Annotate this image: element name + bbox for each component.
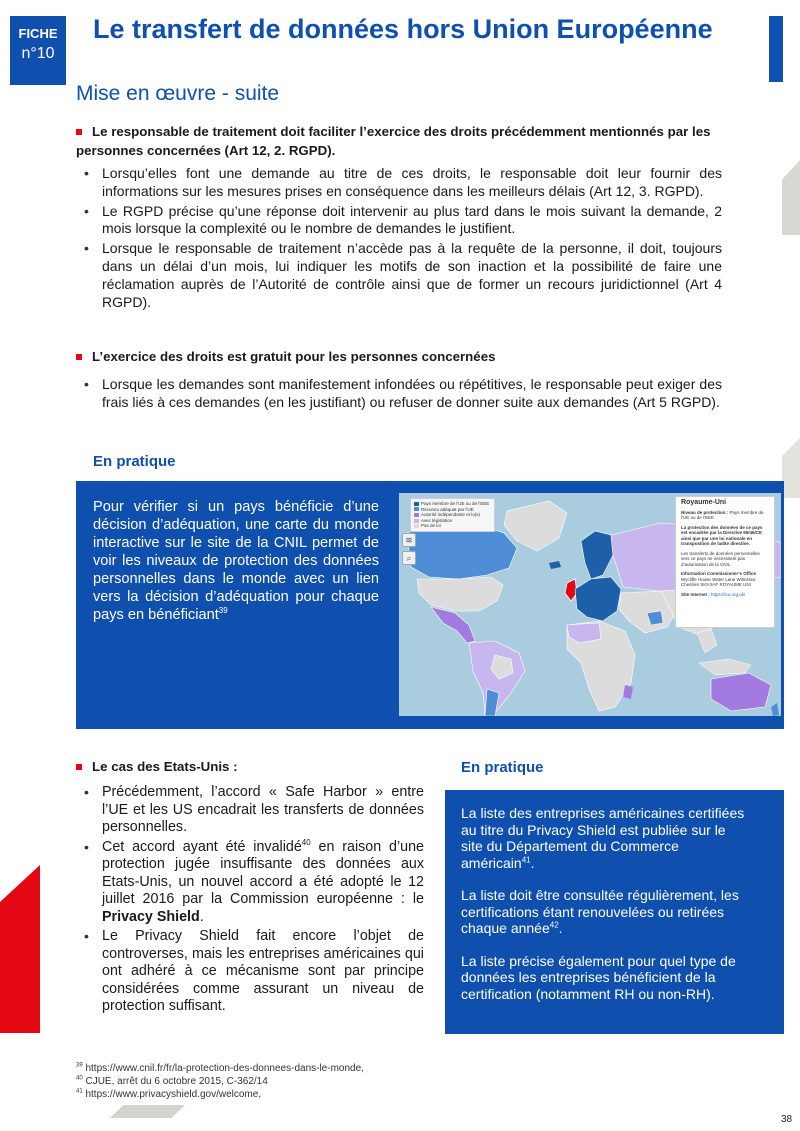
section-heading-rights: Le responsable de traitement doit faciliter l’exercice des droits précédemment mentionnés par les personnes concernées (Art 12, 2. RGPD).	[76, 124, 711, 158]
transfer-note: Les transferts de données personnelles vers ce pays ne nécessitent pas d’autorisation de la CNIL.	[681, 550, 760, 567]
title-accent-bar	[769, 16, 783, 82]
legend-entry: Pas de loi	[414, 523, 491, 529]
section-heading-free: L’exercice des droits est gratuit pour les personnes concernées	[76, 347, 722, 366]
bullet-dot-icon: •	[84, 202, 89, 219]
fiche-label: FICHE	[18, 26, 58, 41]
legend-swatch	[414, 519, 419, 523]
footnote: $^{41}$ https://www.privacyshield.gov/welcome,	[76, 1088, 262, 1100]
legend-swatch	[414, 524, 419, 528]
bullet-dot-icon: •	[84, 165, 89, 181]
legend-entry: Pays membre de l’UE ou de l’EEE	[414, 501, 491, 507]
en-pratique-heading: En pratique	[93, 453, 176, 470]
rights-list	[84, 165, 722, 313]
list-item: • Le RGPD précise qu’une réponse doit intervenir au plus tard dans le mois suivant la demande, 2 mois lorsque la complexité ou le nombre de demandes le justifient.	[84, 202, 722, 237]
footnote: $^{40}$ CJUE, arrêt du 6 octobre 2015, C-362/14	[76, 1075, 268, 1087]
footnote: $^{39}$ https://www.cnil.fr/fr/la-protection-des-donnees-dans-le-monde,	[76, 1062, 364, 1074]
footnote-ref: 42	[549, 920, 559, 930]
legend-swatch	[414, 513, 419, 517]
page-title: Le transfert de données hors Union Européenne	[93, 14, 713, 44]
legend-entry: Reconnu adéquat par l’UE	[414, 507, 491, 513]
decorative-corner-shape	[782, 438, 800, 498]
en-pratique-heading: En pratique	[461, 759, 544, 776]
privacy-shield-term: Privacy Shield	[102, 908, 200, 925]
paragraph: La liste doit être consultée régulièrement, les certifications étant renouvelées ou retirées chaque année$^{42}$.	[461, 887, 739, 936]
footnote-ref: 39	[218, 606, 228, 616]
authority-block: Information Commissioner’s Office Wycliffe House Water Lane Wilmslow Cheshire SK9 5AF ROYAUME UNI	[681, 571, 757, 587]
layers-icon[interactable]: ≋	[402, 533, 416, 547]
list-item: • Le Privacy Shield fait encore l’objet de controverses, mais les entreprises américaines qui ont adhéré à ce mécanisme sont par principe considérées comme assurant un niveau de protection suffisant.	[84, 928, 424, 1014]
bullet-dot-icon: •	[84, 376, 89, 392]
decorative-red-shape	[0, 865, 40, 1033]
decorative-bottom-shape	[110, 1105, 185, 1118]
section-heading-us: Le cas des Etats-Unis :	[76, 757, 238, 776]
fiche-badge	[10, 16, 66, 85]
footnote-ref: 40	[301, 837, 311, 847]
country-info-panel	[675, 496, 775, 628]
authority-site-link[interactable]: https://ico.org.uk/	[711, 591, 746, 597]
bullet-dot-icon: •	[84, 240, 89, 257]
decorative-corner-shape	[782, 160, 800, 235]
bullet-dot-icon: •	[84, 784, 89, 800]
section-subtitle: Mise en œuvre - suite	[76, 82, 280, 105]
legend-entry: Autorité indépendante et lo(s)	[414, 512, 491, 518]
bullet-square-icon	[76, 354, 82, 360]
bullet-dot-icon: •	[84, 838, 89, 855]
authority-site: Site Internet : https://ico.org.uk/	[681, 591, 746, 597]
list-item: • Cet accord ayant été invalidé$^{40}$ en raison d’une protection jugée insuffisante des données aux Etats-Unis, un nouvel accord a été adopté le 12 juillet 2016 par la Commission européenne : le Privacy Shield.	[84, 837, 424, 925]
footnote-link[interactable]: https://www.privacyshield.gov/welcome,	[85, 1089, 262, 1100]
us-case-list	[84, 784, 424, 1018]
en-pratique-text	[461, 805, 747, 1018]
list-item: • Lorsque les demandes sont manifestement infondées ou répétitives, le responsable peut exiger des frais liés à ces demandes (en les justifiant) ou refuser de donner suite aux demandes (Art 5 RGPD).	[84, 376, 722, 410]
legend-entry: Avec législation	[414, 518, 491, 524]
footnote-link[interactable]: https://www.cnil.fr/fr/la-protection-des-donnees-dans-le-monde,	[85, 1063, 364, 1074]
bullet-square-icon	[76, 764, 82, 770]
map-legend	[410, 498, 495, 532]
footnotes	[76, 1062, 364, 1101]
paragraph: La liste précise également pour quel type de données les entreprises bénéficient de la certification (notamment RH ou non-RH).	[461, 952, 736, 1002]
protection-description: La protection des données de ce pays est encadrée par la Directive 95/46/CE ainsi que par une loi nationale en transposition de ladite directive.	[681, 524, 763, 546]
magnifier-icon[interactable]: ⌕	[402, 551, 416, 565]
page-number: 38	[781, 1114, 793, 1125]
list-item: • Lorsque le responsable de traitement n’accède pas à la requête de la personne, il doit, toujours dans un délai d’un mois, lui indiquer les motifs de son inaction et la possibilité de faire une réclamation auprès de l’Autorité de contrôle ainsi que de former un recours juridictionnel (Art 4 RGPD).	[84, 240, 722, 310]
footnote-ref: 41	[521, 854, 531, 864]
list-item: • Précédemment, l’accord « Safe Harbor » entre l’UE et les US encadrait les transferts de données personnelles.	[84, 784, 424, 835]
paragraph: La liste des entreprises américaines certifiées au titre du Privacy Shield est publiée sur le site du Département du Commerce américain$^{41}$.	[461, 805, 745, 871]
country-name: Royaume-Uni	[681, 499, 727, 506]
en-pratique-text: Pour vérifier si un pays bénéficie d’une décision d’adéquation, une carte du monde interactive sur le site de la CNIL permet de voir les niveaux de protection des données personnelles dans le monde avec un lien vers la décision d’adéquation pour chaque pays en bénéficiant$^{39}$	[93, 499, 379, 623]
bullet-square-icon	[76, 129, 82, 135]
legend-swatch	[414, 502, 419, 506]
world-protection-map[interactable]	[399, 493, 781, 716]
fiche-number: n°10	[21, 45, 55, 62]
free-rights-list	[84, 376, 722, 414]
legend-swatch	[414, 507, 419, 511]
bullet-dot-icon: •	[84, 928, 89, 944]
list-item: • Lorsqu’elles font une demande au titre de ces droits, le responsable doit leur fournir des informations sur les mesures prises en conséquence dans les meilleurs délais (Art 12, 3. RGPD).	[84, 165, 722, 199]
protection-level: Niveau de protection : Pays membre de l’UE ou de l’EEE	[681, 509, 764, 520]
